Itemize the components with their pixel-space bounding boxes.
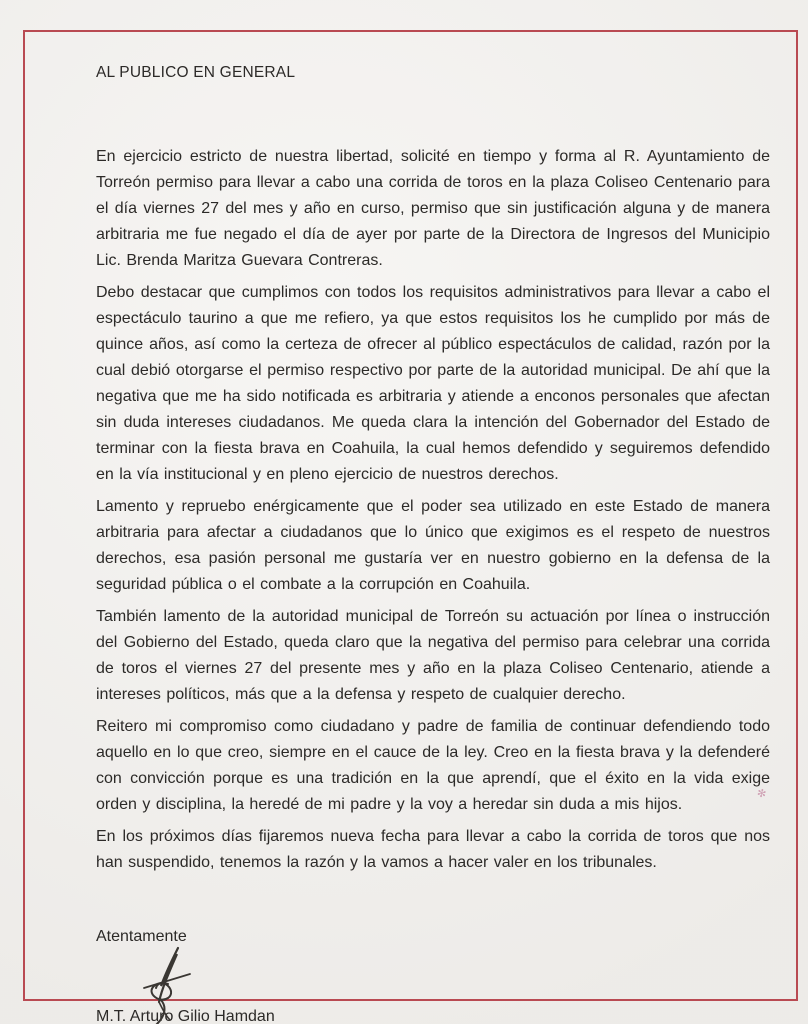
- paragraph-commitment: Reitero mi compromiso como ciudadano y padre de familia de continuar defendiendo todo aquello en lo que creo, siempre en el cauce de la ley. Creo en la fiesta brava y la defenderé con convicción porque es una tradición en la que aprendí, que el éxito en la vida exige orden y disciplina, la heredé de mi padre y la voy a heredar sin duda a mis hijos.: [96, 718, 770, 813]
- paragraph-new-date: En los próximos días fijaremos nueva fecha para llevar a cabo la corrida de toros que nos han suspendido, tenemos la razón y la vamos a hacer valer en los tribunales.: [96, 828, 770, 871]
- letter-body: [96, 144, 770, 876]
- letter-heading: AL PUBLICO EN GENERAL: [96, 64, 296, 81]
- letter-content: [96, 60, 770, 1024]
- paragraph-municipal-action: También lamento de la autoridad municipal de Torreón su actuación por línea o instrucción del Gobierno del Estado, queda claro que la negativa del permiso para celebrar una corrida de toros el viernes 27 del presente mes y año en la plaza Coliseo Centenario, atiende a intereses políticos, más que a la defensa y respeto de cualquier derecho.: [96, 608, 770, 703]
- signer-name: M.T. Arturo Gilio Hamdan: [96, 1008, 275, 1024]
- letter-closing: Atentamente: [96, 928, 187, 945]
- paragraph-requirements-met: Debo destacar que cumplimos con todos los requisitos administrativos para llevar a cabo el espectáculo taurino a que me refiero, ya que estos requisitos los he cumplido por más de quince años, así como la certeza de ofrecer al público espectáculos de calidad, razón por la cual debió otorgarse el permiso respectivo por parte de la autoridad municipal. De ahí que la negativa que me ha sido notificada es arbitraria y atiende a enconos personales que afectan sin duda intereses ciudadanos. Me queda clara la intención del Gobernador del Estado de terminar con la fiesta brava en Coahuila, la cual hemos defendido y seguiremos defendido en la vía institucional y en pleno ejercicio de nuestros derechos.: [96, 284, 770, 483]
- signature-block: [96, 950, 770, 1004]
- paragraph-power-misuse: Lamento y repruebo enérgicamente que el poder sea utilizado en este Estado de manera arbitraria para afectar a ciudadanos que lo único que exigimos es el respeto de nuestros derechos, esa pasión personal me gustaría ver en nuestro gobierno en la defensa de la seguridad pública o el combate a la corrupción en Coahuila.: [96, 498, 770, 593]
- scan-smudge-mark: ✻: [755, 787, 768, 801]
- paragraph-permit-denied: En ejercicio estricto de nuestra libertad, solicité en tiempo y forma al R. Ayuntamiento de Torreón permiso para llevar a cabo una corrida de toros en la plaza Coliseo Centenario para el día viernes 27 del mes y año en curso, permiso que sin justificación alguna y de manera arbitraria me fue negado el día de ayer por parte de la Directora de Ingresos del Municipio Lic. Brenda Maritza Guevara Contreras.: [96, 148, 770, 269]
- handwritten-signature-scribble: [130, 944, 202, 1024]
